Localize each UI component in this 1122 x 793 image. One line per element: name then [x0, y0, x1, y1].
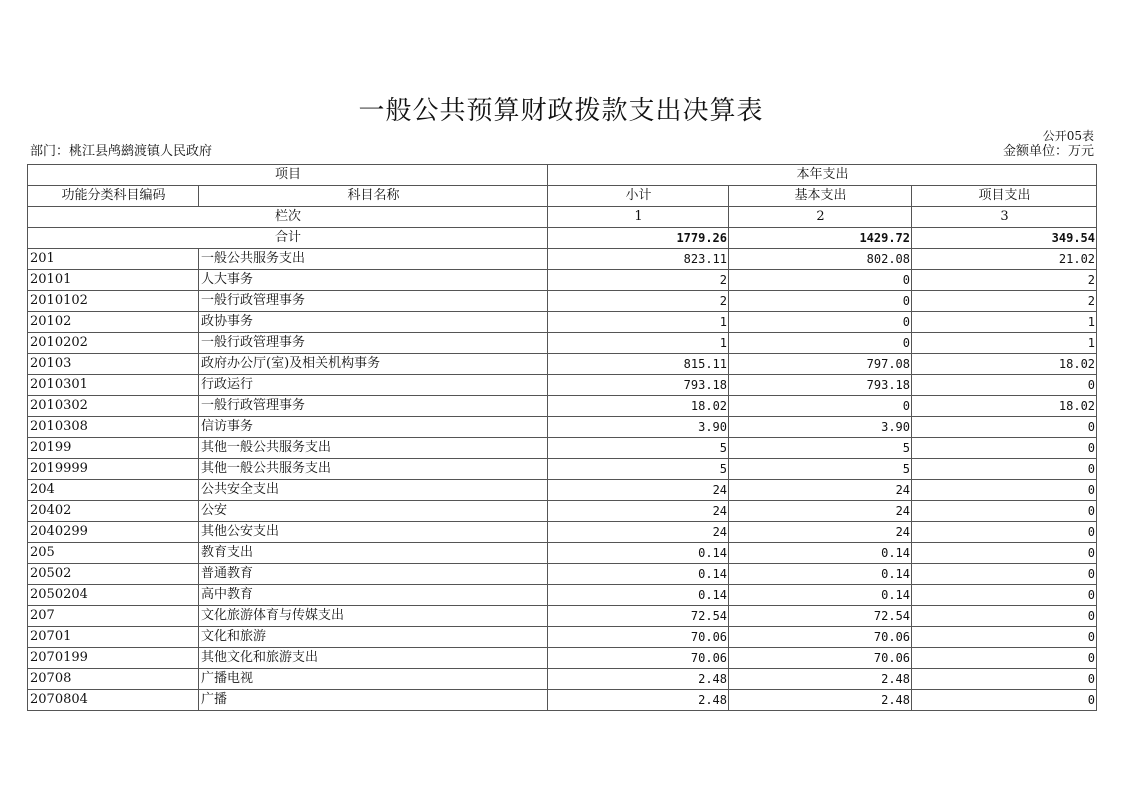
row-subtotal: 2 — [548, 270, 729, 291]
row-code: 2010301 — [28, 375, 199, 396]
table-row — [28, 606, 1097, 627]
header-project: 项目 — [28, 165, 548, 186]
row-basic: 5 — [729, 438, 912, 459]
row-name: 高中教育 — [199, 585, 548, 606]
row-name: 行政运行 — [199, 375, 548, 396]
row-code: 2010308 — [28, 417, 199, 438]
table-row — [28, 354, 1097, 375]
table-row — [28, 585, 1097, 606]
row-basic: 72.54 — [729, 606, 912, 627]
table-row — [28, 564, 1097, 585]
row-subtotal: 18.02 — [548, 396, 729, 417]
row-project: 0 — [912, 375, 1097, 396]
table-row — [28, 669, 1097, 690]
row-code: 2019999 — [28, 459, 199, 480]
table-row — [28, 270, 1097, 291]
table-row — [28, 501, 1097, 522]
row-project: 0 — [912, 669, 1097, 690]
table-row — [28, 333, 1097, 354]
table-row — [28, 480, 1097, 501]
row-code: 2070804 — [28, 690, 199, 711]
row-basic: 797.08 — [729, 354, 912, 375]
row-subtotal: 3.90 — [548, 417, 729, 438]
header-subtotal: 小计 — [548, 186, 729, 207]
header-name: 科目名称 — [199, 186, 548, 207]
total-label: 合计 — [28, 228, 548, 249]
row-name: 教育支出 — [199, 543, 548, 564]
table-row — [28, 417, 1097, 438]
row-project: 0 — [912, 480, 1097, 501]
row-subtotal: 0.14 — [548, 564, 729, 585]
expenditure-table — [27, 164, 1097, 711]
row-code: 20708 — [28, 669, 199, 690]
row-name: 文化和旅游 — [199, 627, 548, 648]
row-name: 广播 — [199, 690, 548, 711]
row-subtotal: 815.11 — [548, 354, 729, 375]
department-label: 部门：桃江县鸬鹚渡镇人民政府 — [30, 144, 213, 159]
table-row — [28, 438, 1097, 459]
row-subtotal: 72.54 — [548, 606, 729, 627]
row-code: 2010302 — [28, 396, 199, 417]
table-row — [28, 249, 1097, 270]
row-subtotal: 823.11 — [548, 249, 729, 270]
row-code: 2010202 — [28, 333, 199, 354]
row-basic: 0 — [729, 312, 912, 333]
row-project: 0 — [912, 648, 1097, 669]
header-row-2 — [28, 186, 1097, 207]
row-code: 20701 — [28, 627, 199, 648]
row-subtotal: 70.06 — [548, 648, 729, 669]
row-code: 20502 — [28, 564, 199, 585]
row-basic: 2.48 — [729, 690, 912, 711]
table-row — [28, 543, 1097, 564]
table-row — [28, 375, 1097, 396]
row-project: 21.02 — [912, 249, 1097, 270]
row-subtotal: 2.48 — [548, 669, 729, 690]
row-basic: 793.18 — [729, 375, 912, 396]
header-row-1 — [28, 165, 1097, 186]
row-subtotal: 2.48 — [548, 690, 729, 711]
row-project: 0 — [912, 438, 1097, 459]
row-basic: 24 — [729, 501, 912, 522]
row-subtotal: 5 — [548, 438, 729, 459]
row-subtotal: 24 — [548, 501, 729, 522]
row-subtotal: 24 — [548, 480, 729, 501]
row-name: 普通教育 — [199, 564, 548, 585]
row-subtotal: 70.06 — [548, 627, 729, 648]
row-name: 一般公共服务支出 — [199, 249, 548, 270]
row-code: 20102 — [28, 312, 199, 333]
row-code: 207 — [28, 606, 199, 627]
row-basic: 24 — [729, 522, 912, 543]
row-name: 一般行政管理事务 — [199, 291, 548, 312]
row-basic: 0.14 — [729, 564, 912, 585]
row-project: 0 — [912, 459, 1097, 480]
table-row — [28, 627, 1097, 648]
row-name: 广播电视 — [199, 669, 548, 690]
row-project: 18.02 — [912, 354, 1097, 375]
row-code: 2010102 — [28, 291, 199, 312]
row-code: 205 — [28, 543, 199, 564]
row-subtotal: 1 — [548, 333, 729, 354]
page-title: 一般公共预算财政拨款支出决算表 — [358, 96, 764, 126]
row-code: 204 — [28, 480, 199, 501]
table-row — [28, 396, 1097, 417]
row-subtotal: 1 — [548, 312, 729, 333]
row-name: 其他公安支出 — [199, 522, 548, 543]
header-row-3 — [28, 207, 1097, 228]
row-basic: 0 — [729, 291, 912, 312]
row-project: 18.02 — [912, 396, 1097, 417]
row-name: 政府办公厅(室)及相关机构事务 — [199, 354, 548, 375]
form-number: 公开05表 — [1042, 129, 1094, 143]
table-row — [28, 459, 1097, 480]
row-basic: 802.08 — [729, 249, 912, 270]
row-name: 其他一般公共服务支出 — [199, 459, 548, 480]
table-row — [28, 522, 1097, 543]
row-code: 20103 — [28, 354, 199, 375]
row-name: 公安 — [199, 501, 548, 522]
row-subtotal: 793.18 — [548, 375, 729, 396]
row-project: 0 — [912, 417, 1097, 438]
header-current-year: 本年支出 — [548, 165, 1097, 186]
row-basic: 70.06 — [729, 648, 912, 669]
row-name: 信访事务 — [199, 417, 548, 438]
row-code: 20199 — [28, 438, 199, 459]
row-subtotal: 24 — [548, 522, 729, 543]
row-basic: 24 — [729, 480, 912, 501]
row-name: 文化旅游体育与传媒支出 — [199, 606, 548, 627]
row-name: 公共安全支出 — [199, 480, 548, 501]
row-project: 1 — [912, 333, 1097, 354]
row-subtotal: 2 — [548, 291, 729, 312]
row-code: 201 — [28, 249, 199, 270]
table-row — [28, 690, 1097, 711]
row-name: 人大事务 — [199, 270, 548, 291]
unit-label: 金额单位：万元 — [1002, 144, 1094, 159]
row-basic: 3.90 — [729, 417, 912, 438]
row-name: 一般行政管理事务 — [199, 396, 548, 417]
row-basic: 5 — [729, 459, 912, 480]
row-code: 2040299 — [28, 522, 199, 543]
header-col1: 1 — [548, 207, 729, 228]
row-project: 0 — [912, 522, 1097, 543]
row-project: 0 — [912, 627, 1097, 648]
row-code: 2050204 — [28, 585, 199, 606]
row-code: 2070199 — [28, 648, 199, 669]
row-project: 0 — [912, 606, 1097, 627]
row-project: 0 — [912, 501, 1097, 522]
table-row — [28, 312, 1097, 333]
row-project: 1 — [912, 312, 1097, 333]
row-basic: 0.14 — [729, 585, 912, 606]
header-basic: 基本支出 — [729, 186, 912, 207]
row-code: 20101 — [28, 270, 199, 291]
header-project-exp: 项目支出 — [912, 186, 1097, 207]
row-project: 0 — [912, 690, 1097, 711]
header-column-no: 栏次 — [28, 207, 548, 228]
row-name: 政协事务 — [199, 312, 548, 333]
row-basic: 0.14 — [729, 543, 912, 564]
row-subtotal: 0.14 — [548, 585, 729, 606]
header-col2: 2 — [729, 207, 912, 228]
row-basic: 70.06 — [729, 627, 912, 648]
row-basic: 0 — [729, 396, 912, 417]
row-subtotal: 0.14 — [548, 543, 729, 564]
table-row — [28, 291, 1097, 312]
row-project: 0 — [912, 543, 1097, 564]
header-code: 功能分类科目编码 — [28, 186, 199, 207]
header-col3: 3 — [912, 207, 1097, 228]
row-project: 2 — [912, 291, 1097, 312]
row-name: 一般行政管理事务 — [199, 333, 548, 354]
row-project: 2 — [912, 270, 1097, 291]
table-row — [28, 648, 1097, 669]
table-body — [28, 165, 1097, 711]
row-project: 0 — [912, 585, 1097, 606]
total-basic: 1429.72 — [729, 228, 912, 249]
row-project: 0 — [912, 564, 1097, 585]
total-row — [28, 228, 1097, 249]
row-name: 其他一般公共服务支出 — [199, 438, 548, 459]
total-project: 349.54 — [912, 228, 1097, 249]
row-name: 其他文化和旅游支出 — [199, 648, 548, 669]
total-subtotal: 1779.26 — [548, 228, 729, 249]
row-basic: 2.48 — [729, 669, 912, 690]
row-basic: 0 — [729, 333, 912, 354]
row-code: 20402 — [28, 501, 199, 522]
row-basic: 0 — [729, 270, 912, 291]
row-subtotal: 5 — [548, 459, 729, 480]
